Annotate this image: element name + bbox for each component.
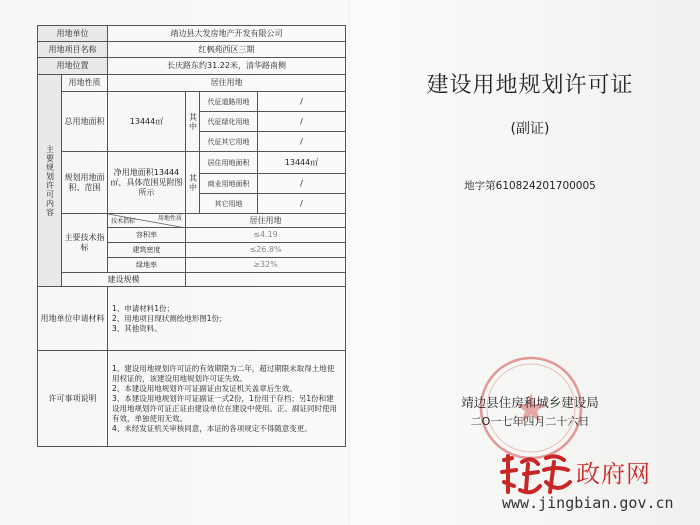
- page-fold: [349, 0, 351, 525]
- tech-header-left: 技术指标: [111, 218, 136, 225]
- scale-value: [186, 273, 346, 287]
- res-land-value: 13444㎡: [258, 152, 346, 174]
- levy-road-label: 代征道路用地: [200, 92, 258, 112]
- res-land-label: 居住用地面积: [200, 152, 258, 174]
- tech-header-right: 用地性质: [157, 215, 182, 222]
- watermark-url: www.jingbian.gov.cn: [502, 494, 674, 512]
- density-label: 建筑密度: [108, 243, 186, 258]
- notes-line: 1、建设用地规划许可证的有效期限为二年，超过期限未取得土地使用权证的，该建设用地规划许可证失效。: [112, 363, 335, 383]
- com-land-label: 商业用地面积: [200, 174, 258, 194]
- location-label: 用地位置: [38, 58, 108, 75]
- document-number: 地字第610824201700005: [464, 180, 596, 192]
- levy-green-value: /: [258, 112, 346, 132]
- unit-label: 用地单位: [38, 26, 108, 42]
- site-watermark: [498, 448, 700, 523]
- plan-area-label: 规划用地面积、范围: [62, 152, 108, 214]
- materials-label: 用地单位申请材料: [38, 287, 108, 351]
- green-value: ≥32%: [186, 258, 346, 273]
- notes-label: 许可事项说明: [38, 351, 108, 447]
- row-notes: [38, 351, 346, 447]
- jingbian-calligraphy-logo-icon: [498, 452, 574, 496]
- qizhong-label-2: 其中: [186, 152, 200, 214]
- issue-date: 二O一七年四月二十六日: [470, 415, 590, 428]
- green-label: 绿地率: [108, 258, 186, 273]
- tech-label: 主要技术指标: [62, 214, 108, 273]
- scale-label: 建设规模: [62, 273, 186, 287]
- row-project: [38, 42, 346, 58]
- far-label: 容积率: [108, 228, 186, 243]
- materials-line: 1、申请材料1份；: [112, 303, 175, 313]
- row-materials: [38, 287, 346, 351]
- row-total-area: [38, 92, 346, 112]
- levy-green-label: 代征绿化用地: [200, 112, 258, 132]
- materials-line: 3、其他资料。: [112, 323, 162, 333]
- other-land-value: /: [258, 194, 346, 214]
- nature-value: 居住用地: [108, 75, 346, 92]
- com-land-value: /: [258, 174, 346, 194]
- levy-road-value: /: [258, 92, 346, 112]
- materials-list: [108, 287, 346, 351]
- row-tech-header: [38, 214, 346, 228]
- notes-line: 2、本建设用地规划许可证副证由发证机关盖章后生效。: [112, 383, 297, 393]
- tech-header-diag: [108, 214, 186, 228]
- other-land-label: 其它用地: [200, 194, 258, 214]
- issuing-authority: 靖边县住房和城乡建设局: [461, 395, 599, 410]
- watermark-site-name: 政府网: [576, 460, 651, 488]
- notes-line: 3、本建设用地规划许可证副证一式2份，1份用于存档；另1份和建设用地规划许可证正证由建设单位在建设中使用。正、副证同时使用有效，单独使用无效。: [112, 393, 337, 423]
- plan-area-value: 净用地面积13444㎡，具体范围见附图所示: [108, 152, 186, 214]
- total-area-value: 13444㎡: [108, 92, 186, 152]
- row-unit: [38, 26, 346, 42]
- far-value: ≤4.19: [186, 228, 346, 243]
- location-value: 长庆路东约31.22米，清华路南侧: [108, 58, 346, 75]
- project-value: 红枫苑西区三期: [108, 42, 346, 58]
- row-res-land: [38, 152, 346, 174]
- document-title: 建设用地规划许可证: [426, 73, 634, 98]
- qizhong-label-1: 其中: [186, 92, 200, 152]
- tech-header-value: 居住用地: [186, 214, 346, 228]
- document-subtitle: (副证): [510, 121, 550, 137]
- project-label: 用地项目名称: [38, 42, 108, 58]
- notes-list: [108, 351, 346, 447]
- unit-value: 靖边县大发房地产开发有限公司: [108, 26, 346, 42]
- density-value: ≤26.8%: [186, 243, 346, 258]
- permit-table: [37, 25, 346, 447]
- row-scale: [38, 273, 346, 287]
- notes-line: 4、未经发证机关审核同意，本证的各项规定不得随意变更。: [112, 423, 312, 433]
- total-area-label: 总用地面积: [62, 92, 108, 152]
- levy-other-value: /: [258, 132, 346, 152]
- row-nature: [38, 75, 346, 92]
- section-label: 主要规划许可内容: [38, 75, 62, 287]
- levy-other-label: 代征其它用地: [200, 132, 258, 152]
- materials-line: 2、用地项目现状测绘地形图1份；: [112, 313, 227, 323]
- nature-label: 用地性质: [62, 75, 108, 92]
- row-location: [38, 58, 346, 75]
